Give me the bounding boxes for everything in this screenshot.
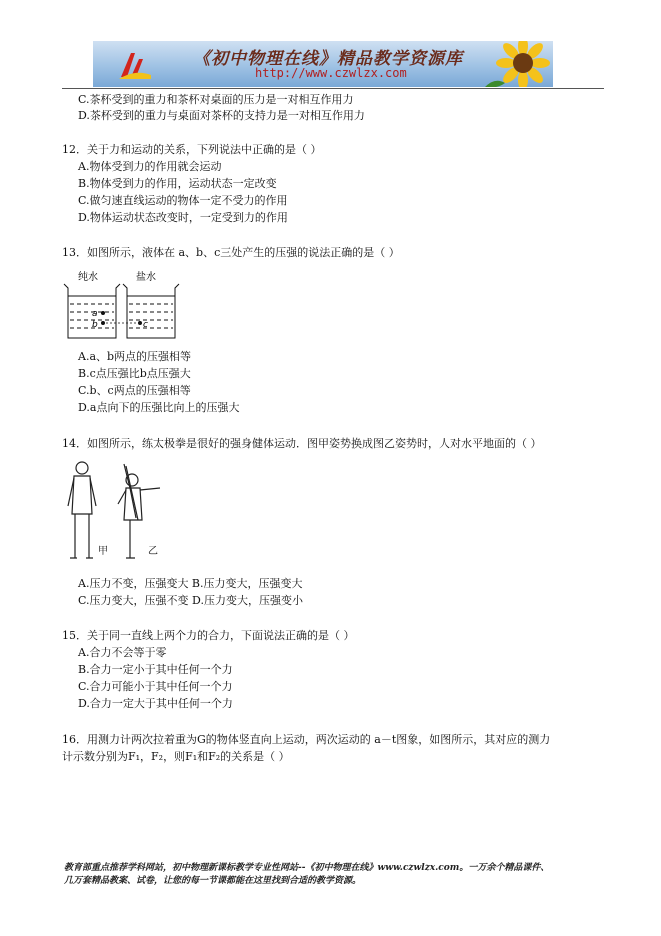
- q14-options-row-1: A.压力不变，压强变大 B.压力变大，压强变大: [78, 577, 303, 590]
- site-title: 《初中物理在线》精品教学资源库: [193, 49, 463, 69]
- q14-label-jia: 甲: [98, 546, 108, 557]
- sunflower-icon: [483, 41, 553, 87]
- q11-option-c: C.茶杯受到的重力和茶杯对桌面的压力是一对相互作用力: [78, 93, 354, 106]
- header-divider: [62, 88, 604, 89]
- q13-point-a: a: [92, 309, 98, 319]
- q13-option-a: A.a、b两点的压强相等: [78, 350, 192, 363]
- q15-stem: 15．关于同一直线上两个力的合力，下面说法正确的是（ ）: [62, 629, 355, 642]
- q13-beakers-figure: [60, 268, 185, 342]
- q14-taichi-figure: [60, 458, 170, 568]
- q14-figure-jia: [68, 462, 96, 558]
- site-url[interactable]: http://www.czwlzx.com: [255, 66, 407, 80]
- q13-option-d: D.a点向下的压强比向上的压强大: [78, 401, 240, 414]
- q12-option-b: B.物体受到力的作用，运动状态一定改变: [78, 177, 277, 190]
- q15-option-a: A.合力不会等于零: [78, 646, 167, 659]
- q12-option-d: D.物体运动状态改变时，一定受到力的作用: [78, 211, 288, 224]
- q16-stem-line-1: 16．用测力计两次拉着重为G的物体竖直向上运动，两次运动的 a－t图象，如图所示，其对应的测力: [62, 733, 551, 746]
- site-logo-icon: [117, 49, 153, 81]
- q12-stem: 12．关于力和运动的关系，下列说法中正确的是（ ）: [62, 143, 322, 156]
- q14-figure-yi: [118, 464, 160, 558]
- q11-option-d: D.茶杯受到的重力与桌面对茶杯的支持力是一对相互作用力: [78, 109, 365, 122]
- footer-line-1: 教育部重点推荐学科网站，初中物理新课标教学专业性网站--《初中物理在线》www.czwlzx.com。一万余个精品课件、: [64, 863, 550, 873]
- header-banner: [93, 41, 553, 87]
- q13-point-b: b: [92, 320, 98, 330]
- q13-right-beaker: [123, 284, 179, 338]
- q12-option-c: C.做匀速直线运动的物体一定不受力的作用: [78, 194, 288, 207]
- page-footer: [64, 862, 624, 888]
- q13-label-salt-water: 盐水: [136, 272, 156, 283]
- q16-stem-line-2: 计示数分别为F₁，F₂，则F₁和F₂的关系是（ ）: [62, 750, 290, 763]
- q15-option-c: C.合力可能小于其中任何一个力: [78, 680, 233, 693]
- q13-stem: 13．如图所示，液体在 a、b、c三处产生的压强的说法正确的是（ ）: [62, 246, 400, 259]
- q13-option-c: C.b、c两点的压强相等: [78, 384, 191, 397]
- q12-option-a: A.物体受到力的作用就会运动: [78, 160, 222, 173]
- q13-label-pure-water: 纯水: [78, 272, 98, 283]
- q15-option-b: B.合力一定小于其中任何一个力: [78, 663, 233, 676]
- footer-line-2: 几万套精品教案、试卷，让您的每一节课都能在这里找到合适的教学资源。: [64, 876, 362, 886]
- q14-stem: 14．如图所示，练太极拳是很好的强身健体运动．图甲姿势换成图乙姿势时，人对水平地面的（ ）: [62, 437, 542, 450]
- q15-option-d: D.合力一定大于其中任何一个力: [78, 697, 233, 710]
- q14-options-row-2: C.压力变大，压强不变 D.压力变大，压强变小: [78, 594, 303, 607]
- q13-option-b: B.c点压强比b点压强大: [78, 367, 191, 380]
- q13-point-c: c: [143, 320, 148, 330]
- q14-label-yi: 乙: [148, 546, 158, 557]
